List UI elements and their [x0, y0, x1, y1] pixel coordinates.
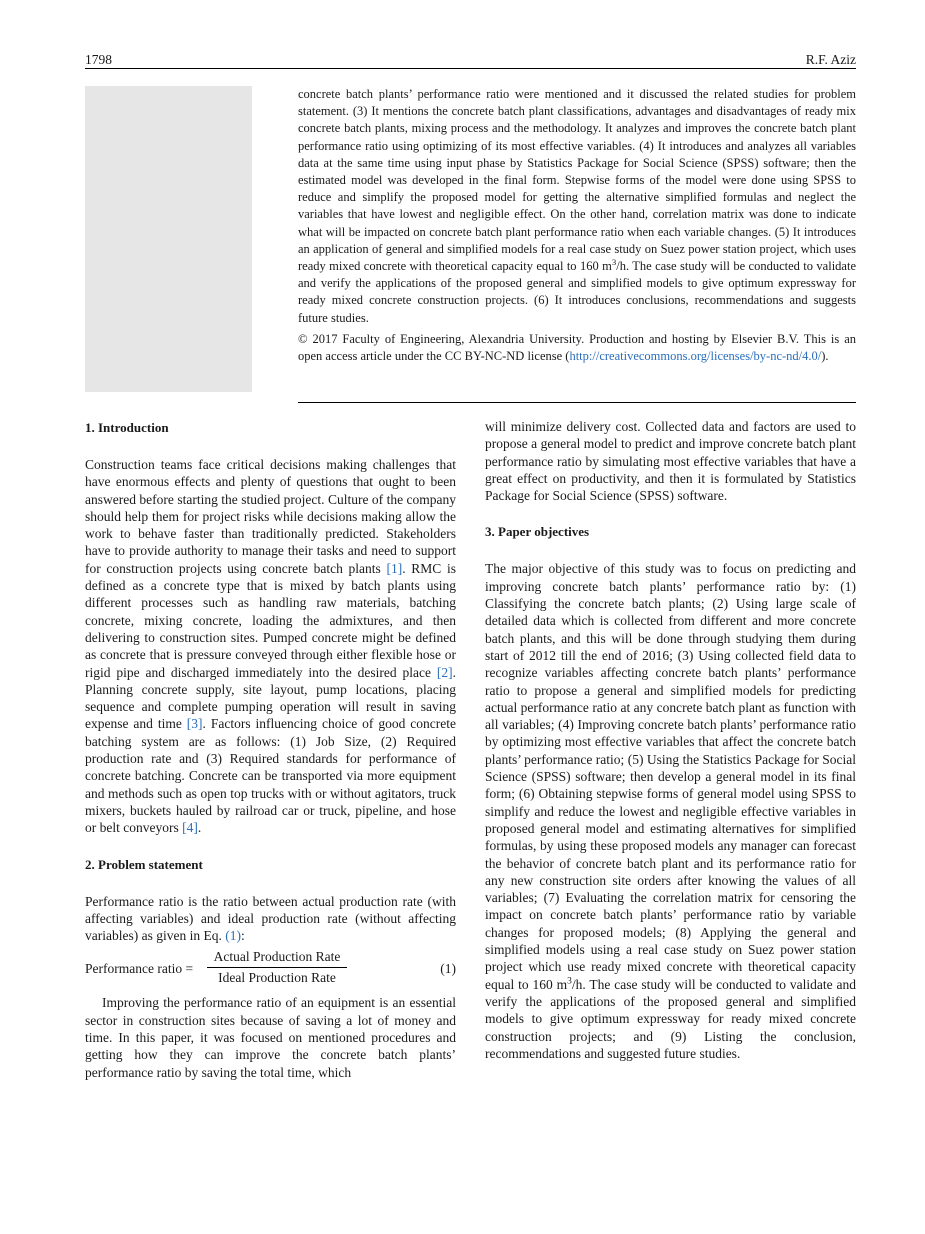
left-column: [85, 418, 456, 1081]
section-heading-introduction: 1. Introduction: [85, 420, 169, 435]
text-run: /h. The case study will be conducted to validate and verify the applications of the proposed general and simplified models to give optimum expressway for ready mixed concrete construction projects; and (9) Listing the conclusion, recommendations and suggested future studies.: [485, 976, 856, 1061]
header-rule: [85, 68, 856, 69]
problem-paragraph: [85, 893, 456, 945]
equation-fraction: [207, 948, 347, 987]
equation-denominator: Ideal Production Rate: [218, 970, 336, 986]
copyright-text-end: ).: [821, 349, 829, 364]
abstract-text-part: /h. The case study will be conducted to validate and verify the applications of the proposed general and simplified models to give optimum expressway for ready mixed concrete construction projects. (6) It introduces conclusions, recommendations and suggests future studies.: [298, 259, 856, 325]
equation-lhs: Performance ratio =: [85, 961, 194, 977]
problem-paragraph-2: Improving the performance ratio of an equipment is an essential sector in construction sites because of saving a lot of money and time. In this paper, it was focused on mentioned procedures and getting how they can improve the concrete batch plants’ performance ratio by saving the total time, which: [85, 995, 456, 1080]
abstract-side-panel: [85, 86, 252, 392]
text-run: . RMC is defined as a concrete type that is mixed by batch plants using different processes such as handling raw materials, batching concrete, mixing concrete, loading the admixtures, and then delivering to construction sites. Pumped concrete might be defined as concrete that is pressure conveyed through either flexible hose or rigid pipe and discharged immediately into the desired place: [85, 560, 456, 680]
superscript: 3: [611, 256, 617, 267]
text-run: :: [240, 928, 245, 944]
page-number: 1798: [85, 52, 112, 67]
continued-paragraph: will minimize delivery cost. Collected data and factors are used to propose a general model to predict and improve concrete batch plant performance ratio by simulating most effective variables that have a great effect on productivity, and then it is formulated by Statistics Package for Social Science (SPSS) software.: [485, 419, 856, 504]
section-heading-problem-statement: 2. Problem statement: [85, 856, 203, 872]
text-run: . Planning concrete supply, site layout, pump locations, placing sequence and complete pumping operation will result in saving expense and time: [85, 664, 456, 732]
text-run: Performance ratio is the ratio between actual production rate (with affecting variables) and ideal production rate (without affecting variables) as given in Eq.: [85, 893, 456, 944]
equation-number: (1): [440, 961, 456, 977]
citation-link[interactable]: [4]: [182, 820, 198, 836]
license-link[interactable]: http://creativecommons.org/licenses/by-nc-nd/4.0/: [569, 349, 822, 364]
superscript: 3: [567, 976, 572, 987]
copyright-notice: [298, 331, 856, 365]
abstract-block: [298, 86, 856, 365]
citation-link[interactable]: [2]: [436, 664, 453, 680]
text-run: The major objective of this study was to focus on predicting and improving concrete batch plants’ performance ratio by: (1) Classifying the concrete batch plants; (2) Using large scale of detailed data which is collected from different and more concrete batch plants, and this will be done through studying them during start of 2012 till the end of 2016; (3) Using collected field data to recognize variables affecting concrete batch plants’ performance ratio to propose a general and simplified models for predicting actual performance ratio at any concrete batch plant as function with all variables; (4) Improving concrete batch plants’ performance ratio by optimizing most effective variables that affect the concrete batch plants’ performance ratio; (5) Using the Statistics Package for Social Science (SPSS) software; then develop a general model in its final form; (6) Obtaining stepwise forms of general model using SPSS to simplify and reduce the lowest and negligible effective variables in proposed general model and estimating alternatives for simplified formulas, by using these proposed models any manager can forecast the behavior of concrete batch plant and its performance ratio for any new construction site orders after knowing the values of all variables; (7) Evaluating the correlation matrix for censoring the impact on concrete batch plants’ performance ratio by variable changes for proposed models; (8) Applying the general and simplified models using a real case study on Suez power station project which use ready mixed concrete with theoretical capacity equal to 160 m: [485, 561, 856, 992]
section-heading-paper-objectives: 3. Paper objectives: [485, 524, 590, 540]
right-column: [485, 418, 856, 1062]
citation-link[interactable]: [1]: [386, 560, 403, 576]
abstract-rule: [298, 402, 856, 403]
text-run: . Factors influencing choice of good concrete batching system are as follows: (1) Job Size, (2) Required production rate and (3) Required standards for performance of concrete batching. Concrete can be transported via more equipment and methods such as open top trucks with or without agitators, truck mixers, buckets hauled by railroad car or truck, pipeline, and hose or belt conveyors: [85, 716, 456, 836]
introduction-paragraph: [85, 456, 456, 837]
text-run: Construction teams face critical decisions making challenges that have enormous effects and plenty of questions that ought to been answered before starting the studied project. Culture of the company should help them for project risks while decisions making allow the work to behave faster than traditionally predicted. Stakeholders have to provide authority to manage their tasks and need to support for construction projects using concrete batch plants: [85, 457, 456, 576]
equation-link[interactable]: (1): [225, 928, 241, 944]
running-author: R.F. Aziz: [805, 52, 856, 67]
citation-link[interactable]: [3]: [186, 716, 203, 732]
objectives-paragraph: [485, 560, 856, 1062]
abstract-text-part: concrete batch plants’ performance ratio were mentioned and it discussed the related studies for problem statement. (3) It mentions the concrete batch plant classifications, advantages and disadvantages of ready mix concrete batch plants, mixing process and the methodology. It analyzes and improves the concrete batch plant performance ratio using optimizing of its most effective variables. (4) It introduces and analyzes all variables data at the same time using input phase by Statistics Package for Social Science (SPSS) software; then the estimated model was developed in the final form. Stepwise forms of the model were done using SPSS to reduce and simplify the proposed model for getting the alternative simplified formulas and neglect the variables that have lowest and negligible effect. On the other hand, correlation matrix was done to indicate what will be impacted on concrete batch plant performance ratio when each variable changes. (5) It introduces an application of general and simplified models for a real case study on Suez power station project, which uses ready mixed concrete with theoretical capacity equal to 160 m: [298, 87, 856, 274]
copyright-text: © 2017 Faculty of Engineering, Alexandria University. Production and hosting by Elsevier B.V. This is an open access article under the CC BY-NC-ND license (: [298, 331, 856, 364]
text-run: .: [197, 820, 202, 836]
running-header: [85, 51, 856, 69]
equation-1: [85, 948, 456, 988]
equation-numerator: Actual Production Rate: [207, 948, 347, 968]
abstract-text: [298, 86, 856, 327]
